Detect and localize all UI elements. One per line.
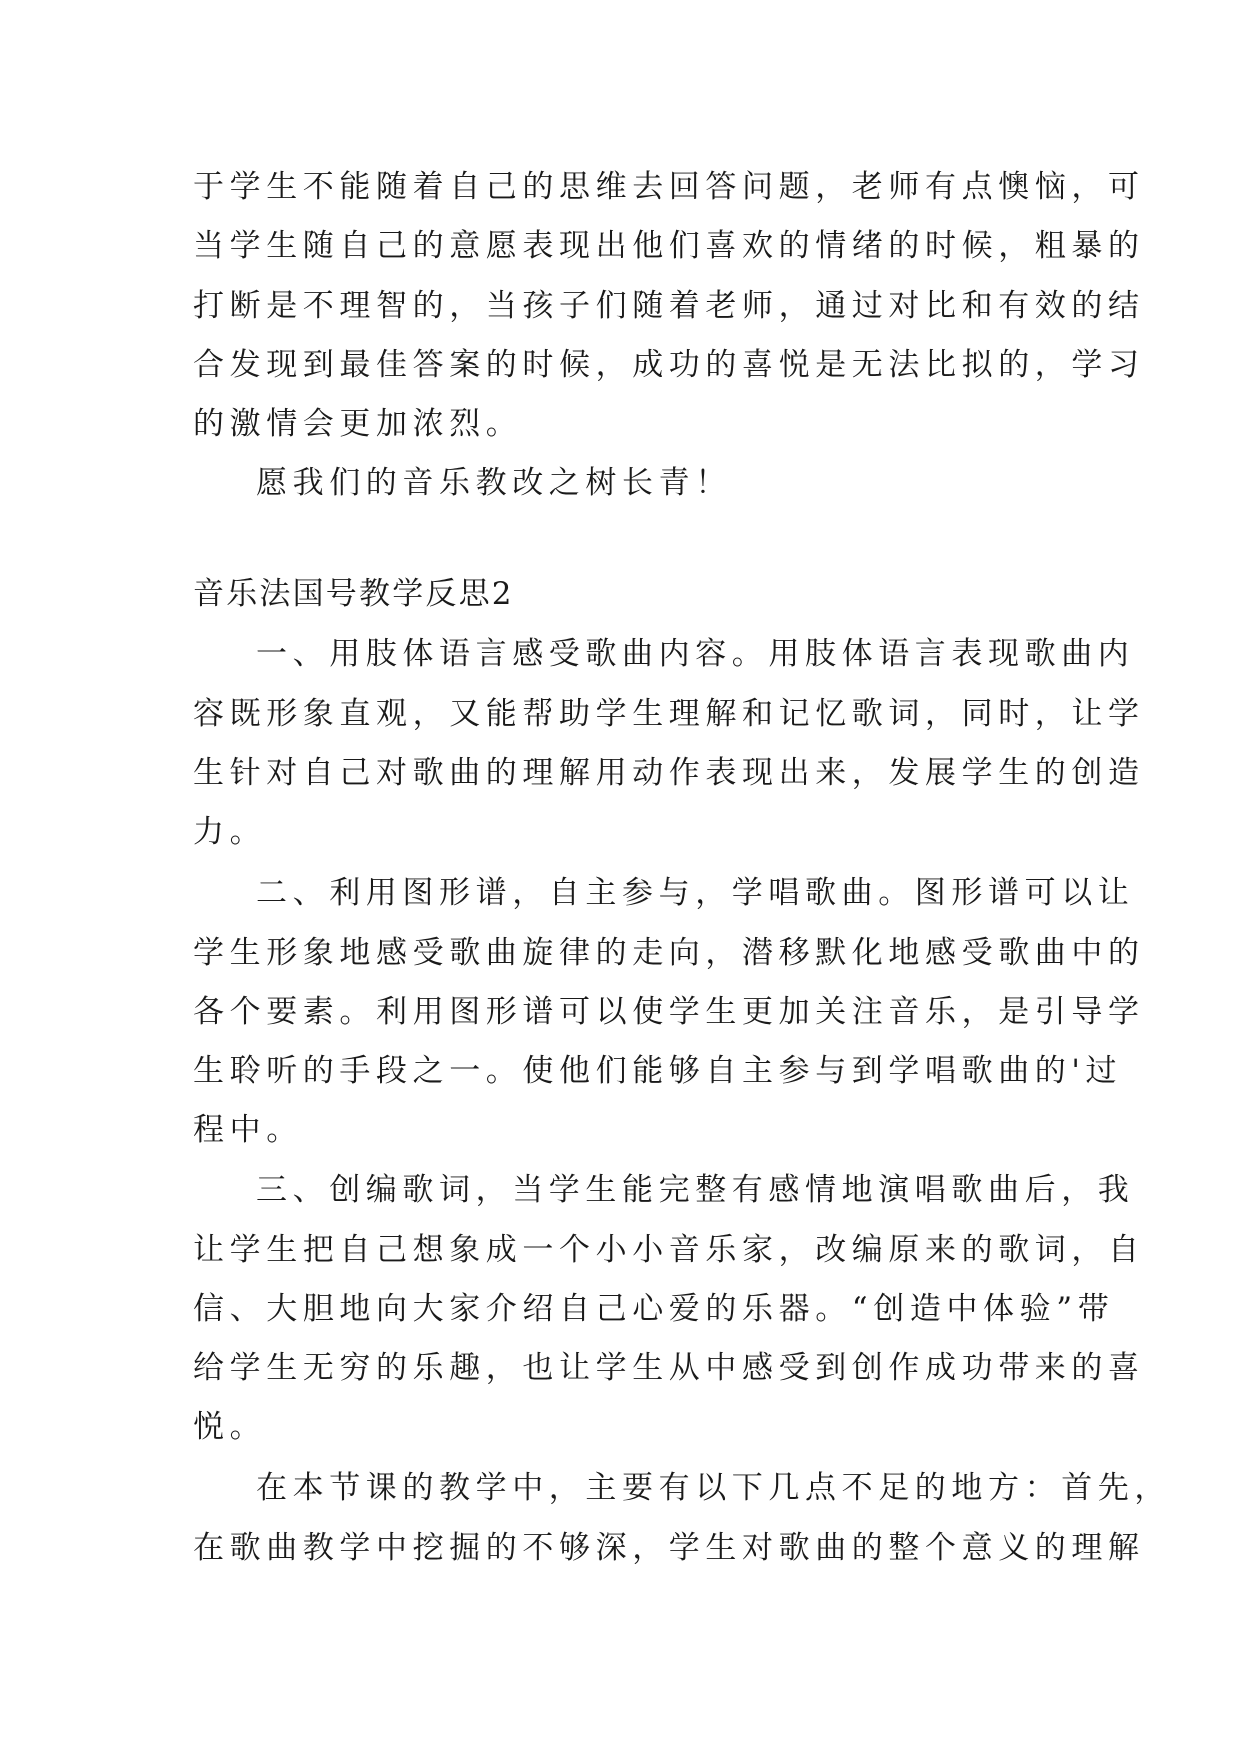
- text-line: 学生形象地感受歌曲旋律的走向，潜移默化地感受歌曲中的: [193, 935, 1145, 971]
- text-line: 合发现到最佳答案的时候，成功的喜悦是无法比拟的，学习: [193, 347, 1145, 383]
- text-line: 给学生无穷的乐趣，也让学生从中感受到创作成功带来的喜: [193, 1350, 1145, 1386]
- section-heading: 音乐法国号教学反思2: [193, 576, 514, 612]
- text-line: 在歌曲教学中挖掘的不够深，学生对歌曲的整个意义的理解: [193, 1530, 1145, 1566]
- text-line: 信、大胆地向大家介绍自己心爱的乐器。“创造中体验”带: [193, 1291, 1115, 1327]
- text-line: 生针对自己对歌曲的理解用动作表现出来，发展学生的创造: [193, 755, 1145, 791]
- text-line: 在本节课的教学中，主要有以下几点不足的地方：首先，: [256, 1470, 1171, 1506]
- text-line: 让学生把自己想象成一个小小音乐家，改编原来的歌词，自: [193, 1232, 1145, 1268]
- text-line: 三、创编歌词，当学生能完整有感情地演唱歌曲后，我: [256, 1172, 1135, 1208]
- text-line: 程中。: [193, 1112, 303, 1148]
- text-line: 生聆听的手段之一。使他们能够自主参与到学唱歌曲的'过: [193, 1053, 1123, 1089]
- text-line: 打断是不理智的，当孩子们随着老师，通过对比和有效的结: [193, 288, 1145, 324]
- text-line: 于学生不能随着自己的思维去回答问题，老师有点懊恼，可: [193, 169, 1145, 205]
- text-line: 愿我们的音乐教改之树长青！: [256, 465, 732, 501]
- text-line: 当学生随自己的意愿表现出他们喜欢的情绪的时候，粗暴的: [193, 228, 1145, 264]
- text-line: 各个要素。利用图形谱可以使学生更加关注音乐，是引导学: [193, 994, 1145, 1030]
- text-line: 悦。: [193, 1409, 267, 1445]
- text-line: 的激情会更加浓烈。: [193, 406, 523, 442]
- text-line: 一、用肢体语言感受歌曲内容。用肢体语言表现歌曲内: [256, 636, 1135, 672]
- text-line: 力。: [193, 814, 267, 850]
- text-line: 容既形象直观，又能帮助学生理解和记忆歌词，同时，让学: [193, 696, 1145, 732]
- text-line: 二、利用图形谱，自主参与，学唱歌曲。图形谱可以让: [256, 875, 1135, 911]
